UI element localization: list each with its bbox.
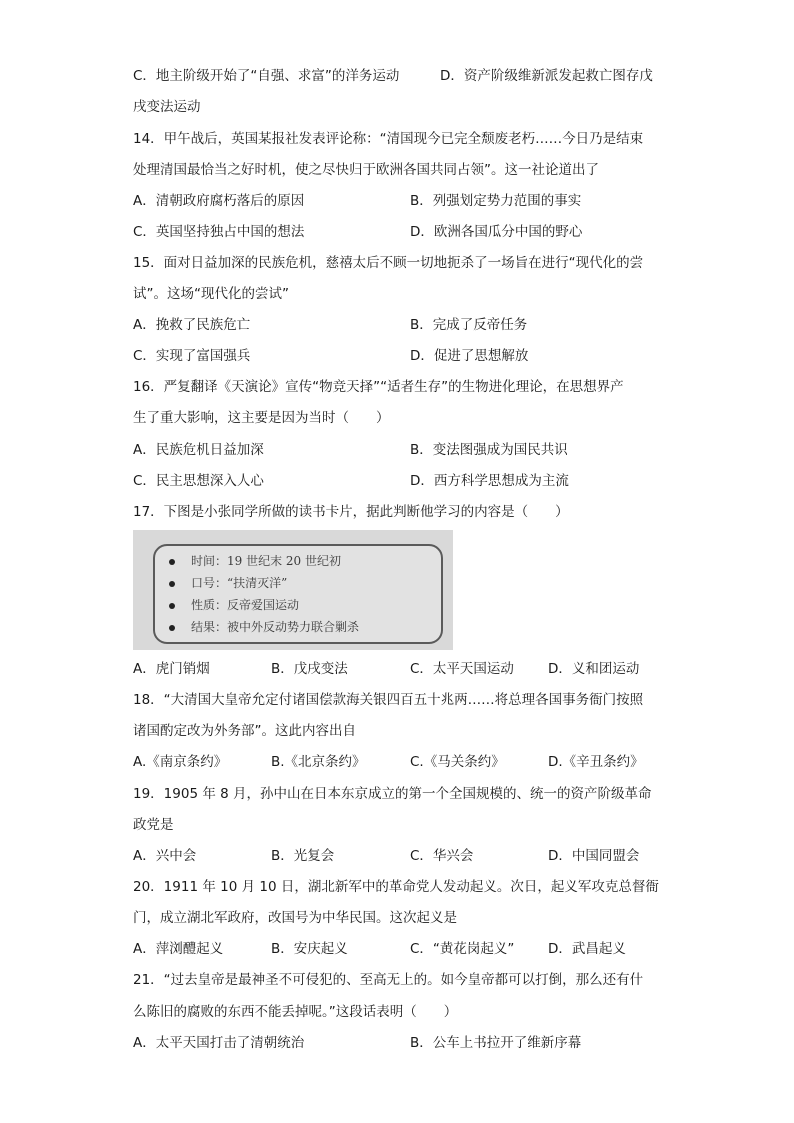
q18-option-c: C.《马关条约》	[410, 754, 505, 770]
q20-option-d: D．武昌起义	[548, 941, 626, 957]
q15-stem-line1: 15．面对日益加深的民族危机，慈禧太后不顾一切地扼杀了一场旨在进行“现代化的尝	[133, 255, 644, 271]
card-row-text: 口号：“扶清灭洋”	[191, 576, 288, 590]
q14-option-b: B．列强划定势力范围的事实	[410, 193, 582, 209]
q15-stem-line2: 试”。这场“现代化的尝试”	[133, 286, 289, 302]
q18-stem-line2: 诸国酌定改为外务部”。这此内容出自	[133, 723, 356, 739]
q16-option-d: D．西方科学思想成为主流	[410, 473, 569, 489]
q16-option-a: A．民族危机日益加深	[133, 442, 264, 458]
q19-option-a: A．兴中会	[133, 848, 197, 864]
q14-stem-line2: 处理清国最恰当之好时机，使之尽快归于欧洲各国共同占领”。这一社论道出了	[133, 162, 599, 178]
q14-option-a: A．清朝政府腐朽落后的原因	[133, 193, 305, 209]
q21-option-a: A．太平天国打击了清朝统治	[133, 1035, 305, 1051]
q20-option-c: C．“黄花岗起义”	[410, 941, 515, 957]
q21-option-b: B．公车上书拉开了维新序幕	[410, 1035, 582, 1051]
q13-option-d: D．资产阶级维新派发起救亡图存戊	[440, 68, 653, 84]
q17-option-c: C．太平天国运动	[410, 661, 514, 677]
q19-stem-line2: 政党是	[133, 817, 174, 833]
q17-option-d: D．义和团运动	[548, 661, 640, 677]
q15-option-d: D．促进了思想解放	[410, 348, 529, 364]
card-row-text: 结果：被中外反动势力联合剿杀	[191, 620, 360, 634]
card-row-text: 时间：19 世纪末 20 世纪初	[191, 554, 341, 568]
q21-stem-line1: 21．“过去皇帝是最神圣不可侵犯的、至高无上的。如今皇帝都可以打倒，那么还有什	[133, 972, 644, 988]
q18-stem-line1: 18．“大清国大皇帝允定付诸国偿款海关银四百五十兆两……将总理各国事务衙门按照	[133, 692, 644, 708]
q17-option-a: A．虎门销烟	[133, 661, 210, 677]
q19-option-b: B．光复会	[271, 848, 335, 864]
q19-option-c: C．华兴会	[410, 848, 474, 864]
bullet-icon	[169, 581, 175, 587]
q16-option-c: C．民主思想深入人心	[133, 473, 264, 489]
q13-option-c: C．地主阶级开始了“自强、求富”的洋务运动	[133, 68, 400, 84]
q14-stem-line1: 14．甲午战后，英国某报社发表评论称：“清国现今已完全颓废老朽……今日乃是结束	[133, 131, 644, 147]
bullet-icon	[169, 625, 175, 631]
q17-stem: 17．下图是小张同学所做的读书卡片，据此判断他学习的内容是（ ）	[133, 504, 569, 520]
q15-option-a: A．挽救了民族危亡	[133, 317, 251, 333]
q20-option-a: A．萍浏醴起义	[133, 941, 224, 957]
card-row-time	[169, 554, 341, 568]
card-row-nature	[169, 598, 299, 612]
q20-stem-line2: 门，成立湖北军政府，改国号为中华民国。这次起义是	[133, 910, 457, 926]
q20-stem-line1: 20．1911 年 10 月 10 日，湖北新军中的革命党人发动起义。次日，起义军攻克总督衙	[133, 879, 659, 895]
q13-option-d-continued: 戌变法运动	[133, 99, 201, 115]
bullet-icon	[169, 559, 175, 565]
reading-card	[153, 544, 443, 644]
q16-option-b: B．变法图强成为国民共识	[410, 442, 568, 458]
q15-option-b: B．完成了反帝任务	[410, 317, 528, 333]
q18-option-b: B.《北京条约》	[271, 754, 366, 770]
q17-option-b: B．戊戌变法	[271, 661, 348, 677]
q18-option-d: D.《辛丑条约》	[548, 754, 644, 770]
q20-option-b: B．安庆起义	[271, 941, 348, 957]
q14-option-c: C．英国坚持独占中国的想法	[133, 224, 305, 240]
q19-option-d: D．中国同盟会	[548, 848, 640, 864]
q18-option-a: A.《南京条约》	[133, 754, 228, 770]
q16-stem-line1: 16．严复翻译《天演论》宣传“物竞天择”“适者生存”的生物进化理论，在思想界产	[133, 379, 624, 395]
card-row-text: 性质：反帝爱国运动	[191, 598, 300, 612]
q19-stem-line1: 19．1905 年 8 月，孙中山在日本东京成立的第一个全国规模的、统一的资产阶级革命	[133, 786, 652, 802]
q14-option-d: D．欧洲各国瓜分中国的野心	[410, 224, 583, 240]
q16-stem-line2: 生了重大影响，这主要是因为当时（ ）	[133, 410, 390, 426]
bullet-icon	[169, 603, 175, 609]
reading-card-image	[133, 530, 453, 650]
q21-stem-line2: 么陈旧的腐败的东西不能丢掉呢。”这段话表明（ ）	[133, 1004, 458, 1020]
q15-option-c: C．实现了富国强兵	[133, 348, 251, 364]
card-row-slogan	[169, 576, 287, 590]
card-row-result	[169, 620, 359, 634]
